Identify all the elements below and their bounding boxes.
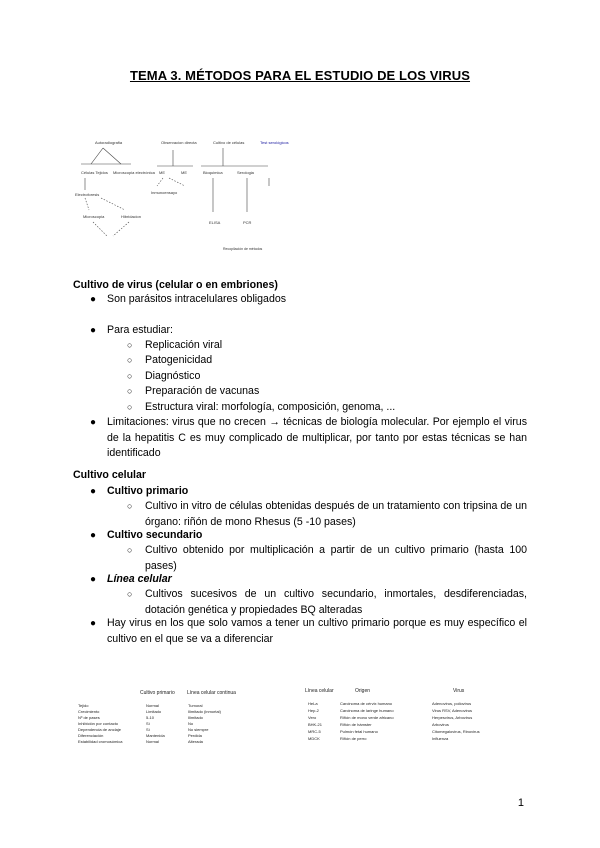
- diagram-low-3: Inmunoensayo: [151, 190, 178, 195]
- table1-cell: Ilimitado (inmortal): [188, 709, 221, 714]
- table1-cell: Diferenciación: [78, 733, 104, 738]
- table2-header-2: Virus: [453, 688, 465, 694]
- table1-cell: Ilimitado: [188, 715, 203, 720]
- bullet-dot: ●: [90, 574, 97, 585]
- table1-cell: Perdida: [188, 733, 202, 738]
- table1-cell: Normal: [146, 739, 159, 744]
- bullet-dot: ●: [90, 294, 97, 305]
- sub-bullet-circle: ○: [127, 371, 133, 381]
- page-title: TEMA 3. MÉTODOS PARA EL ESTUDIO DE LOS VIRUS: [129, 68, 471, 83]
- bullet-dot: ●: [90, 618, 97, 629]
- table2-cell: Riñón de hámster: [340, 722, 372, 727]
- table2-header-1: Origen: [355, 688, 371, 694]
- diagram-top-3: Test serológicos: [260, 140, 289, 145]
- table2-cell: HeLa: [308, 701, 318, 706]
- page-number: 1: [517, 797, 524, 809]
- table1-cell: Sí: [146, 727, 150, 732]
- table1-cell: No: [188, 721, 194, 726]
- table1-cell: Crecimiento: [78, 709, 100, 714]
- sub-bullet-circle: ○: [127, 589, 133, 599]
- diagram-low-5: PCR: [243, 220, 252, 225]
- diagram-mid-5: Serologia: [237, 170, 254, 175]
- methods-diagram: [73, 126, 289, 256]
- table2-cell: Hep-2: [308, 708, 319, 713]
- diagram-mid-3: ME: [181, 170, 187, 175]
- sub-item-3: Preparación de vacunas: [145, 385, 260, 397]
- table1-header-0: Cultivo primario: [140, 690, 175, 696]
- table2-cell: Arbovirus: [432, 722, 449, 727]
- sub-bullet-circle: ○: [127, 545, 133, 555]
- table2-cell: BHK-21: [308, 722, 323, 727]
- table2-cell: Adenovirus, poliovirus: [432, 701, 472, 706]
- sub-item-1: Patogenicidad: [145, 354, 213, 366]
- sub-bullet-circle: ○: [127, 501, 133, 511]
- diagram-low-1: Microscopia: [83, 214, 105, 219]
- bullet-dot: ●: [90, 417, 97, 428]
- sub-item-2: Diagnóstico: [145, 370, 201, 382]
- table1-cell: Estabilidad cromosómica: [78, 739, 123, 744]
- table1-header-1: Línea celular continua: [187, 690, 236, 696]
- table1-cell: Dependencia de anclaje: [78, 727, 121, 732]
- bullet-dot: ●: [90, 325, 97, 336]
- sub-bullet-circle: ○: [127, 340, 133, 350]
- table2-cell: MRC-5: [308, 729, 321, 734]
- table2-cell: Riñón de mono verde africano: [340, 715, 394, 720]
- sub-bullet-circle: ○: [127, 355, 133, 365]
- item-0-text: Cultivo in vitro de células obtenidas después de un tratamiento con tripsina de un órgano: riñón de mono Rhesus (5 -10 pases): [145, 500, 527, 528]
- diagram-mid-2: ME: [159, 170, 165, 175]
- sub-bullet-circle: ○: [127, 402, 133, 412]
- item-1-title: Cultivo secundario: [107, 529, 203, 541]
- section1-bullet-3: Limitaciones: virus que no crecen → técnicas de biología molecular. Por ejemplo el virus de la hepatitis C es muy complicado de multiplicar, por tanto por estas técnicas se han identificado: [107, 416, 527, 459]
- table1-cell: Limitado: [146, 709, 162, 714]
- table1-cell: Sí: [146, 721, 150, 726]
- item-2-text: Cultivos sucesivos de un cultivo secundario, inmortales, desdiferenciadas, dotación genética y propiedades BQ alteradas: [145, 588, 527, 616]
- table2-cell: Virus RSV, Adenovirus: [432, 708, 473, 713]
- section2-heading: Cultivo celular: [73, 469, 146, 481]
- sub-item-0: Replicación viral: [145, 339, 223, 351]
- table2-cell: Citomegalovirus, Rinovirus: [432, 729, 480, 734]
- table2-cell: Vero: [308, 715, 317, 720]
- table1-cell: Inhibición por contacto: [78, 721, 119, 726]
- table2-cell: Pulmón fetal humano: [340, 729, 378, 734]
- bullet-dot: ●: [90, 486, 97, 497]
- diagram-mid-0: Células Tejidos: [81, 170, 108, 175]
- section1-bullet-1: Son parásitos intracelulares obligados: [107, 293, 287, 305]
- table1-cell: 5-10: [146, 715, 155, 720]
- table2-cell: Carcinoma de laringe humano: [340, 708, 394, 713]
- section1-bullet-2: Para estudiar:: [107, 324, 173, 336]
- table2-cell: Riñón de perro: [340, 736, 367, 741]
- diagram-top-1: Observacion directa: [161, 140, 197, 145]
- section1-heading: Cultivo de virus (celular o en embriones): [73, 279, 278, 291]
- table1-cell: Tumoral: [188, 703, 203, 708]
- diagram-top-0: Autoradiografia: [95, 140, 123, 145]
- diagram-low-0: Electroforesis: [75, 192, 100, 197]
- table1-cell: Nº de pases: [78, 715, 100, 720]
- table2-cell: MDCK: [308, 736, 320, 741]
- diagram-low-2: Hibridacion: [121, 214, 142, 219]
- table1-cell: Alterada: [188, 739, 203, 744]
- table2-cell: Carcinoma de cérvix humano: [340, 701, 393, 706]
- diagram-svg: [73, 126, 289, 256]
- diagram-top-2: Cultivo de células: [213, 140, 245, 145]
- table2-cell: Herpesvirus, Arbovirus: [432, 715, 473, 720]
- item-2-title: Línea celular: [107, 573, 172, 585]
- table1-cell: Normal: [146, 703, 159, 708]
- table2-cell: Influenza: [432, 736, 449, 741]
- sub-bullet-circle: ○: [127, 386, 133, 396]
- sub-item-4: Estructura viral: morfología, composición, genoma, ...: [145, 401, 396, 413]
- diagram-caption: Recopilación de métodos: [223, 247, 263, 251]
- diagram-mid-4: Bioquimica: [203, 170, 223, 175]
- section2-last: Hay virus en los que solo vamos a tener un cultivo primario porque es muy específico el cultivo en el que se va a diferenciar: [107, 617, 527, 645]
- diagram-mid-1: Microscopia electrónica: [113, 170, 155, 175]
- table1-cell: Tejido: [78, 703, 89, 708]
- table1-cell: No siempre: [188, 727, 209, 732]
- bullet-dot: ●: [90, 530, 97, 541]
- item-0-title: Cultivo primario: [107, 485, 189, 497]
- table2-header-0: Línea celular: [305, 688, 334, 694]
- item-1-text: Cultivo obtenido por multiplicación a partir de un cultivo primario (hasta 100 pases): [145, 544, 527, 572]
- table1-cell: Mantenida: [146, 733, 165, 738]
- diagram-low-4: ELISA: [209, 220, 221, 225]
